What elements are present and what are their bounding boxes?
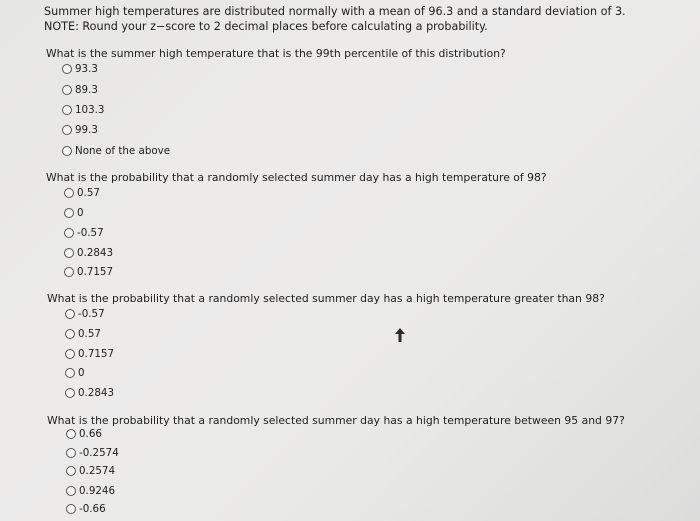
option-label: 0.7157 — [78, 348, 115, 360]
question-4-text: What is the probability that a randomly selected summer day has a high temperature between 95 and 97? — [47, 414, 625, 427]
radio-button[interactable] — [65, 388, 75, 398]
radio-button[interactable] — [64, 267, 74, 277]
radio-button[interactable] — [64, 248, 74, 258]
q1-option-5[interactable] — [62, 145, 170, 157]
radio-button[interactable] — [66, 429, 76, 439]
q3-option-3[interactable] — [65, 348, 114, 360]
q3-option-4[interactable] — [65, 367, 85, 379]
option-label: 0 — [78, 367, 85, 379]
radio-button[interactable] — [66, 466, 76, 476]
q2-option-4[interactable] — [64, 247, 113, 259]
option-label: None of the above — [75, 145, 171, 157]
q2-option-1[interactable] — [64, 187, 100, 199]
q2-option-3[interactable] — [64, 227, 104, 239]
q2-option-2[interactable] — [64, 207, 84, 219]
radio-button[interactable] — [65, 329, 75, 339]
option-label: 0.2843 — [78, 387, 115, 399]
q3-option-1[interactable] — [65, 308, 105, 320]
radio-button[interactable] — [66, 504, 76, 514]
question-2-text: What is the probability that a randomly selected summer day has a high temperature of 98? — [46, 171, 547, 184]
option-label: 0.57 — [77, 187, 100, 199]
option-label: 99.3 — [75, 124, 98, 136]
option-label: 0.2843 — [77, 247, 114, 259]
option-label: -0.2574 — [79, 447, 119, 459]
option-label: 0.57 — [78, 328, 101, 340]
problem-statement — [44, 4, 626, 34]
option-label: 103.3 — [75, 104, 105, 116]
radio-button[interactable] — [62, 125, 72, 135]
radio-button[interactable] — [62, 105, 72, 115]
option-label: -0.66 — [79, 503, 106, 515]
option-label: 0.7157 — [77, 266, 114, 278]
problem-text: Summer high temperatures are distributed normally with a mean of 96.3 and a standard deviation of 3. — [44, 5, 626, 18]
option-label: 0.9246 — [79, 485, 116, 497]
radio-button[interactable] — [64, 228, 74, 238]
radio-button[interactable] — [62, 64, 72, 74]
option-label: 0.2574 — [79, 465, 116, 477]
q1-option-3[interactable] — [62, 104, 104, 116]
q2-option-5[interactable] — [64, 266, 113, 278]
radio-button[interactable] — [66, 448, 76, 458]
q4-option-2[interactable] — [66, 447, 119, 459]
radio-button[interactable] — [64, 208, 74, 218]
radio-button[interactable] — [62, 146, 72, 156]
q4-option-3[interactable] — [66, 465, 115, 477]
rounding-note: NOTE: Round your z−score to 2 decimal places before calculating a probability. — [44, 20, 488, 33]
radio-button[interactable] — [64, 188, 74, 198]
q4-option-1[interactable] — [66, 428, 102, 440]
radio-button[interactable] — [62, 85, 72, 95]
option-label: -0.57 — [77, 227, 104, 239]
option-label: 93.3 — [75, 63, 98, 75]
q4-option-4[interactable] — [66, 485, 115, 497]
q1-option-1[interactable] — [62, 63, 98, 75]
q3-option-5[interactable] — [65, 387, 114, 399]
radio-button[interactable] — [65, 368, 75, 378]
radio-button[interactable] — [65, 349, 75, 359]
q1-option-2[interactable] — [62, 84, 98, 96]
mouse-cursor-icon — [395, 328, 405, 342]
q4-option-5[interactable] — [66, 503, 106, 515]
q1-option-4[interactable] — [62, 124, 98, 136]
q3-option-2[interactable] — [65, 328, 101, 340]
radio-button[interactable] — [65, 309, 75, 319]
radio-button[interactable] — [66, 486, 76, 496]
option-label: 89.3 — [75, 84, 98, 96]
question-1-text: What is the summer high temperature that is the 99th percentile of this distribution? — [46, 47, 506, 60]
option-label: 0 — [77, 207, 84, 219]
question-3-text: What is the probability that a randomly selected summer day has a high temperature greater than 98? — [47, 292, 605, 305]
option-label: -0.57 — [78, 308, 105, 320]
option-label: 0.66 — [79, 428, 102, 440]
